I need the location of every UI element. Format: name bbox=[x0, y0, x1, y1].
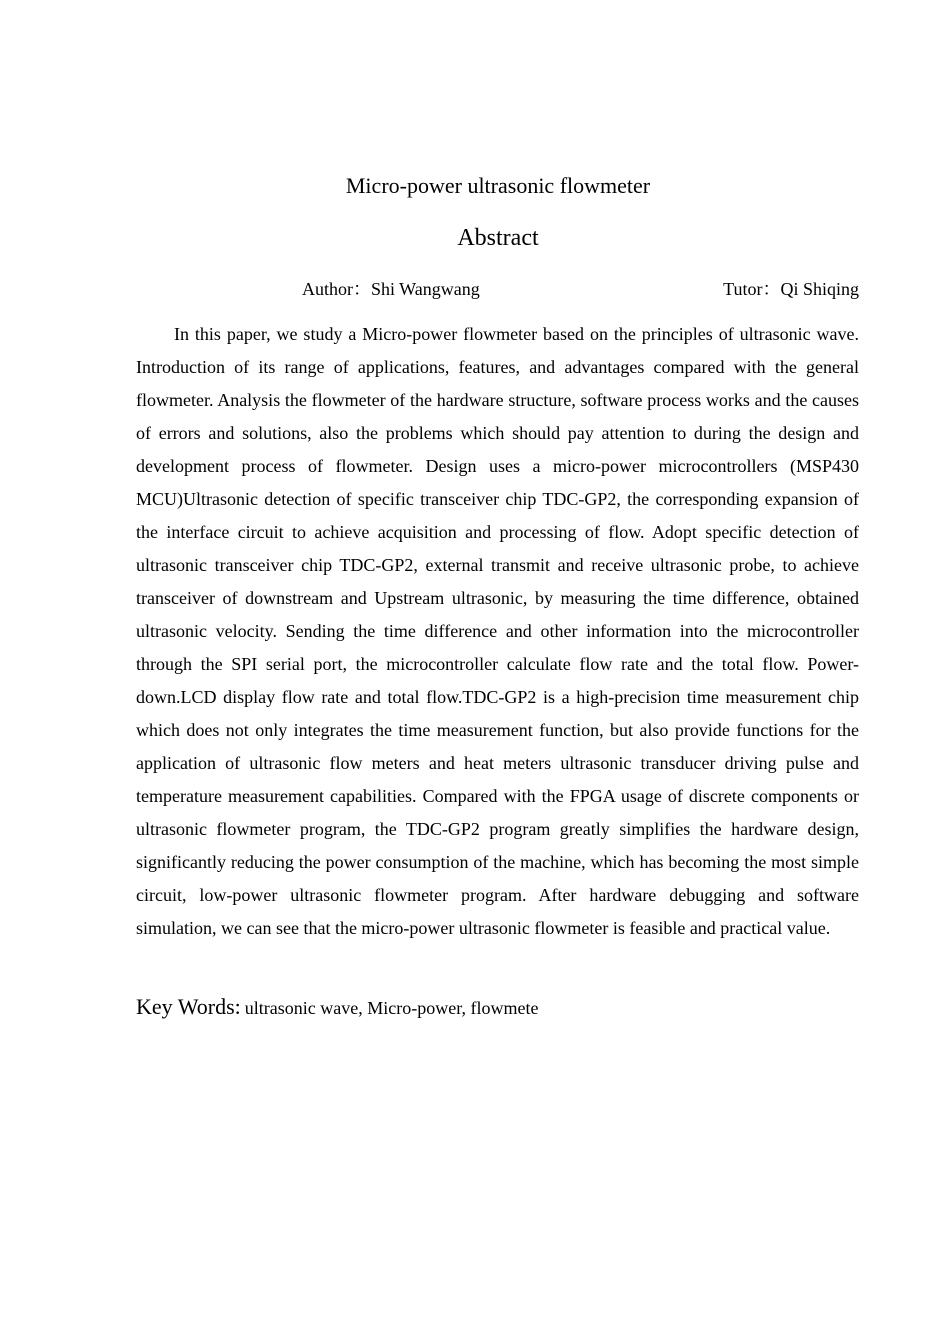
tutor-line: Tutor：Qi Shiqing bbox=[723, 279, 859, 299]
keywords-value: ultrasonic wave, Micro-power, flowmete bbox=[244, 998, 539, 1018]
paper-title: Micro-power ultrasonic flowmeter bbox=[345, 173, 651, 198]
author-line: Author：Shi Wangwang bbox=[302, 279, 480, 299]
keywords-line bbox=[136, 990, 859, 1027]
abstract-body: In this paper, we study a Micro-power flowmeter based on the principles of ultrasonic wave. Introduction of its range of applications, features, and advantages compared with the general flowmeter. Analysis the flowmeter of the hardware structure, software process works and the causes of errors and solutions, also the problems which should pay attention to during the design and development process of flowmeter. Design uses a micro-power microcontrollers (MSP430 MCU)Ultrasonic detection of specific transceiver chip TDC-GP2, the corresponding expansion of the interface circuit to achieve acquisition and processing of flow. Adopt specific detection of ultrasonic transceiver chip TDC-GP2, external transmit and receive ultrasonic probe, to achieve transceiver of downstream and Upstream ultrasonic, by measuring the time difference, obtained ultrasonic velocity. Sending the time difference and other information into the microcontroller through the SPI serial port, the microcontroller calculate flow rate and the total flow. Power-down.LCD display flow rate and total flow.TDC-GP2 is a high-precision time measurement chip which does not only integrates the time measurement function, but also provide functions for the application of ultrasonic flow meters and heat meters ultrasonic transducer driving pulse and temperature measurement capabilities. Compared with the FPGA usage of discrete components or ultrasonic flowmeter program, the TDC-GP2 program greatly simplifies the hardware design, significantly reducing the power consumption of the machine, which has becoming the most simple circuit, low-power ultrasonic flowmeter program. After hardware debugging and software simulation, we can see that the micro-power ultrasonic flowmeter is feasible and practical value. bbox=[136, 324, 859, 938]
abstract-heading: Abstract bbox=[457, 225, 539, 251]
author-tutor-row bbox=[136, 276, 859, 302]
keywords-label: Key Words: bbox=[136, 994, 241, 1019]
